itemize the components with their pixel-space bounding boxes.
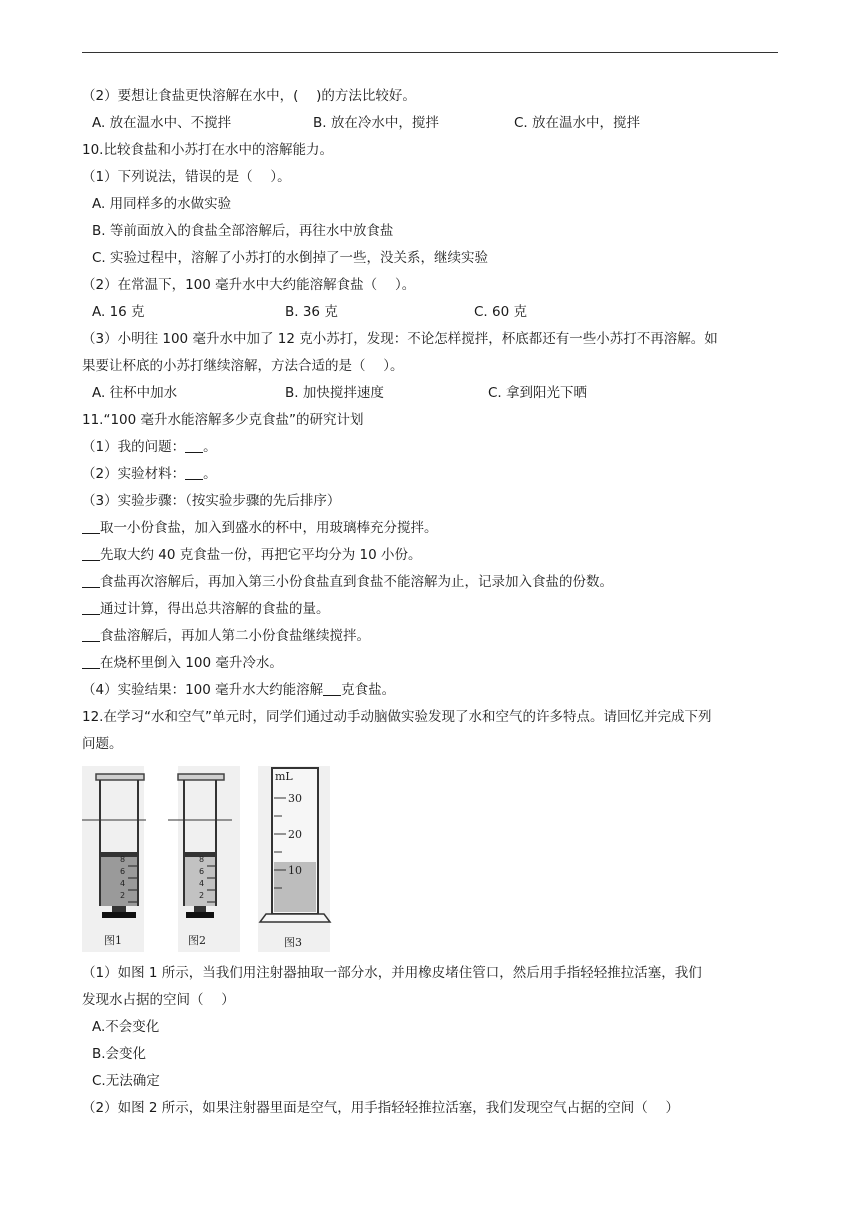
q11-part4: （4）实验结果：100 毫升水大约能溶解 克食盐。 bbox=[82, 682, 396, 698]
cylinder-unit-label: mL bbox=[275, 770, 293, 783]
figure-1-caption: 图1 bbox=[104, 934, 122, 947]
cylinder-tick-label: 30 bbox=[288, 792, 302, 805]
q11-step: 食盐溶解后，再加人第二小份食盐继续搅拌。 bbox=[82, 627, 370, 645]
q10-part3-line2: 果要让杯底的小苏打继续溶解，方法合适的是（ ）。 bbox=[82, 358, 404, 374]
q10-part2-option-b: B. 36 克 bbox=[285, 304, 338, 320]
q11-part2: （2）实验材料： 。 bbox=[82, 466, 217, 482]
cylinder-tick-label: 10 bbox=[288, 864, 302, 877]
q10-part1-option-a: A. 用同样多的水做实验 bbox=[92, 196, 232, 212]
figure-3-caption: 图3 bbox=[284, 936, 302, 949]
cylinder-tick-label: 20 bbox=[288, 828, 302, 841]
answer-blank[interactable] bbox=[82, 546, 100, 561]
q12-title-line2: 问题。 bbox=[82, 736, 123, 752]
figure-2-caption: 图2 bbox=[188, 934, 206, 947]
q11-step: 食盐再次溶解后，再加入第三小份食盐直到食盐不能溶解为止，记录加入食盐的份数。 bbox=[82, 573, 613, 591]
q10-part3-option-a: A. 往杯中加水 bbox=[92, 385, 178, 401]
answer-blank[interactable] bbox=[185, 465, 203, 480]
q10-part3-option-b: B. 加快搅拌速度 bbox=[285, 385, 384, 401]
q10-part2-option-c: C. 60 克 bbox=[474, 304, 527, 320]
q10-part3-option-c: C. 拿到阳光下晒 bbox=[488, 385, 588, 401]
syringe-tick-label: 6 bbox=[120, 867, 126, 876]
q9-part2: （2）要想让食盐更快溶解在水中，( )的方法比较好。 bbox=[82, 88, 416, 104]
syringe-tick-label: 2 bbox=[199, 891, 205, 900]
q12-part2: （2）如图 2 所示，如果注射器里面是空气，用手指轻轻推拉活塞，我们发现空气占据的空间（ ） bbox=[82, 1100, 680, 1116]
q10-part1-option-b: B. 等前面放入的食盐全部溶解后，再往水中放食盐 bbox=[92, 223, 394, 239]
q9-option-c: C. 放在温水中，搅拌 bbox=[514, 115, 641, 131]
q10-title: 10.比较食盐和小苏打在水中的溶解能力。 bbox=[82, 142, 333, 158]
q10-part2: （2）在常温下，100 毫升水中大约能溶解食盐（ ）。 bbox=[82, 277, 416, 293]
q11-part3: （3）实验步骤：（按实验步骤的先后排序） bbox=[82, 493, 341, 509]
syringe-tick-label: 6 bbox=[199, 867, 205, 876]
syringe-tick-label: 4 bbox=[120, 879, 126, 888]
experiment-figures bbox=[82, 766, 332, 952]
answer-blank[interactable] bbox=[82, 573, 100, 588]
syringe-tick-label: 8 bbox=[199, 855, 205, 864]
q12-title-line1: 12.在学习“水和空气”单元时，同学们通过动手动脑做实验发现了水和空气的许多特点。请回忆并完成下列 bbox=[82, 709, 712, 725]
answer-blank[interactable] bbox=[82, 627, 100, 642]
syringe-tick-label: 4 bbox=[199, 879, 205, 888]
answer-blank[interactable] bbox=[82, 600, 100, 615]
q11-part1: （1）我的问题： 。 bbox=[82, 439, 217, 455]
q10-part3-line1: （3）小明往 100 毫升水中加了 12 克小苏打，发现：不论怎样搅拌，杯底都还有一些小苏打不再溶解。如 bbox=[82, 331, 718, 347]
q11-step: 通过计算，得出总共溶解的食盐的量。 bbox=[82, 600, 330, 618]
q11-step: 取一小份食盐，加入到盛水的杯中，用玻璃棒充分搅拌。 bbox=[82, 519, 438, 537]
q12-part1-option-b: B.会变化 bbox=[92, 1046, 147, 1062]
answer-blank[interactable] bbox=[82, 654, 100, 669]
q12-part1-option-a: A.不会变化 bbox=[92, 1019, 160, 1035]
q12-part1-line2: 发现水占据的空间（ ） bbox=[82, 992, 235, 1008]
q11-step: 在烧杯里倒入 100 毫升冷水。 bbox=[82, 654, 283, 672]
q9-option-b: B. 放在冷水中，搅拌 bbox=[313, 115, 439, 131]
q10-part1-option-c: C. 实验过程中，溶解了小苏打的水倒掉了一些，没关系，继续实验 bbox=[92, 250, 489, 266]
q10-part2-option-a: A. 16 克 bbox=[92, 304, 145, 320]
q11-step: 先取大约 40 克食盐一份，再把它平均分为 10 小份。 bbox=[82, 546, 422, 564]
q10-part1: （1）下列说法，错误的是（ ）。 bbox=[82, 169, 291, 185]
q12-part1-line1: （1）如图 1 所示，当我们用注射器抽取一部分水，并用橡皮堵住管口，然后用手指轻轻推拉活塞，我们 bbox=[82, 965, 702, 981]
answer-blank[interactable] bbox=[185, 438, 203, 453]
syringe-tick-label: 2 bbox=[120, 891, 126, 900]
answer-blank[interactable] bbox=[82, 519, 100, 534]
header-rule bbox=[82, 52, 778, 53]
syringe-tick-label: 8 bbox=[120, 855, 126, 864]
q9-option-a: A. 放在温水中、不搅拌 bbox=[92, 115, 232, 131]
q11-title: 11.“100 毫升水能溶解多少克食盐”的研究计划 bbox=[82, 412, 364, 428]
answer-blank[interactable] bbox=[323, 681, 341, 696]
q12-part1-option-c: C.无法确定 bbox=[92, 1073, 160, 1089]
